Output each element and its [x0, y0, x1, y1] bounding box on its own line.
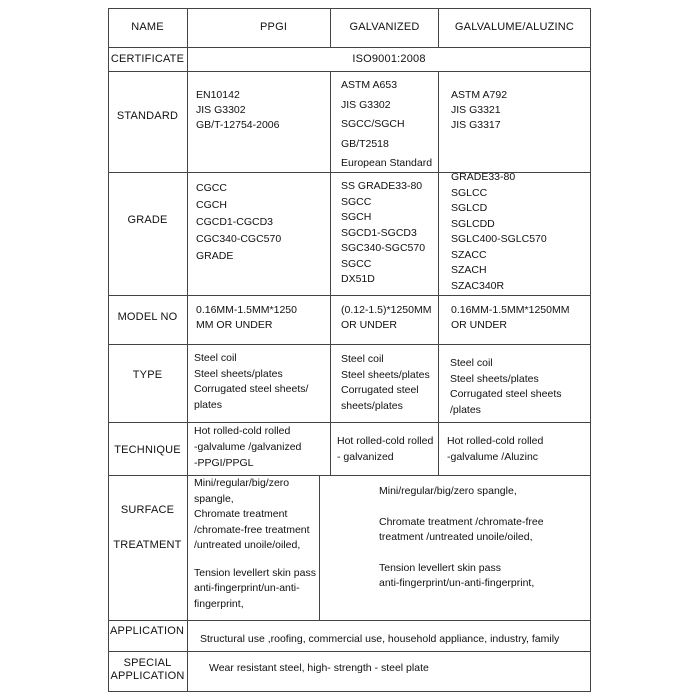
type-ppgi: [194, 351, 308, 413]
grade-galvanized-line: SGCC: [341, 195, 372, 208]
special-label-2: APPLICATION: [110, 670, 185, 682]
certificate-label: CERTIFICATE: [110, 53, 185, 65]
standard-galvalume-line: JIS G3317: [451, 119, 501, 131]
model-galvalume-line: OR UNDER: [451, 319, 508, 331]
model-galvalume-line: 0.16MM-1.5MM*1250MM: [451, 304, 570, 316]
application-label: APPLICATION: [110, 625, 185, 637]
grade-ppgi-line: CGCH: [196, 199, 227, 211]
standard-galvanized-line: ASTM A653: [341, 79, 398, 91]
surface-others-line: [379, 500, 544, 515]
technique-ppgi-line: -galvalume /galvanized: [194, 441, 302, 453]
model-ppgi: [196, 303, 297, 333]
spec-table: [108, 8, 591, 692]
special-value: Wear resistant steel, high- strength - steel plate: [209, 662, 429, 674]
technique-galvalume: [447, 433, 543, 465]
surface-ppgi-line: /untreated unoile/oiled,: [194, 539, 301, 551]
grade-galvanized-line: SGC340-SGC570: [341, 242, 426, 254]
col-divider: [438, 71, 439, 476]
type-galvanized-line: Corrugated steel: [341, 384, 419, 396]
standard-ppgi-line: GB/T-12754-2006: [196, 119, 280, 131]
row-divider: [108, 8, 591, 9]
grade-ppgi: [196, 180, 281, 265]
surface-others-line: anti-fingerprint/un-anti-fingerprint,: [379, 577, 535, 589]
col-divider: [187, 8, 188, 692]
row-divider: [108, 71, 591, 72]
header-name: NAME: [131, 21, 164, 33]
surface-ppgi-line: fingerprint,: [194, 597, 244, 610]
surface-ppgi-line: /chromate-free treatment: [194, 523, 310, 536]
model-galvalume: [451, 303, 569, 333]
type-galvalume-line: Corrugated steel sheets: [450, 388, 562, 400]
grade-galvanized-line: SGCC: [341, 257, 372, 270]
grade-galvalume-line: GRADE33-80: [451, 171, 516, 183]
col-divider: [319, 475, 320, 621]
type-galvanized-line: Steel sheets/plates: [341, 368, 430, 381]
standard-galvanized-line: GB/T2518: [341, 137, 389, 150]
standard-ppgi: [196, 88, 279, 133]
type-galvalume-line: Steel coil: [450, 357, 493, 369]
grade-galvalume-line: SZACH: [451, 264, 487, 276]
standard-galvanized-line: SGCC/SGCH: [341, 118, 405, 130]
header-galvalume: GALVALUME/ALUZINC: [454, 21, 575, 33]
technique-ppgi-line: -PPGI/PPGL: [194, 457, 254, 469]
surface-others-line: [379, 546, 544, 561]
model-galvanized-line: OR UNDER: [341, 319, 398, 331]
standard-label: STANDARD: [116, 110, 179, 122]
standard-galvalume-line: JIS G3321: [451, 104, 501, 116]
technique-label: TECHNIQUE: [114, 444, 181, 456]
application-value: Structural use ,roofing, commercial use, household appliance, industry, family: [200, 633, 560, 645]
row-divider: [108, 475, 591, 476]
standard-galvalume-line: ASTM A792: [451, 89, 508, 101]
technique-ppgi-line: Hot rolled-cold rolled: [194, 425, 291, 437]
type-ppgi-line: plates: [194, 398, 223, 411]
surface-ppgi-line: [194, 554, 316, 566]
row-divider: [108, 295, 591, 296]
standard-galvanized-line: JIS G3302: [341, 98, 391, 111]
grade-galvanized-line: SGCH: [341, 211, 372, 223]
type-galvanized-line: sheets/plates: [341, 399, 403, 412]
grade-galvalume: [451, 170, 547, 294]
surface-others-line: Chromate treatment /chromate-free: [379, 515, 544, 528]
technique-galvanized-line: - galvanized: [337, 451, 394, 463]
grade-ppgi-line: GRADE: [196, 250, 234, 262]
model-ppgi-line: MM OR UNDER: [196, 319, 273, 331]
technique-galvanized-line: Hot rolled-cold rolled: [337, 435, 434, 447]
row-divider: [108, 47, 591, 48]
type-galvalume-line: Steel sheets/plates: [450, 372, 539, 385]
standard-ppgi-line: EN10142: [196, 89, 240, 101]
grade-galvalume-line: SZACC: [451, 248, 487, 261]
surface-others-line: Tension levellert skin pass: [379, 561, 501, 574]
model-ppgi-line: 0.16MM-1.5MM*1250: [196, 304, 297, 316]
standard-galvanized-line: European Standard: [341, 157, 433, 169]
type-ppgi-line: Corrugated steel sheets/: [194, 383, 309, 395]
header-ppgi: PPGI: [260, 21, 288, 33]
grade-galvalume-line: SGLCC: [451, 186, 488, 199]
technique-ppgi: [194, 423, 301, 471]
model-galvanized: [341, 303, 431, 333]
row-divider: [108, 422, 591, 423]
standard-ppgi-line: JIS G3302: [196, 104, 246, 116]
row-divider: [108, 620, 591, 621]
header-galvanized: GALVANIZED: [349, 21, 420, 33]
special-label: SPECIAL: [123, 657, 172, 669]
row-divider: [108, 651, 591, 652]
standard-galvanized: [341, 76, 432, 174]
surface-others-line: Mini/regular/big/zero spangle,: [379, 485, 517, 497]
type-galvanized-line: Steel coil: [341, 353, 384, 365]
grade-ppgi-line: CGCD1-CGCD3: [196, 216, 274, 228]
surface-ppgi-line: Tension levellert skin pass: [194, 566, 316, 579]
type-galvalume: [450, 356, 561, 418]
grade-ppgi-line: CGC340-CGC570: [196, 233, 282, 245]
type-galvalume-line: /plates: [450, 403, 481, 416]
grade-galvanized-line: DX51D: [341, 273, 375, 285]
surface-ppgi: [194, 476, 316, 612]
technique-galvalume-line: -galvalume /Aluzinc: [447, 451, 539, 463]
row-divider: [108, 344, 591, 345]
type-ppgi-line: Steel coil: [194, 352, 237, 364]
model-label: MODEL NO: [117, 311, 178, 323]
surface-others: [379, 484, 544, 592]
surface-ppgi-line: Mini/regular/big/zero: [194, 477, 290, 489]
surface-label: SURFACE: [120, 504, 175, 516]
model-galvanized-line: (0.12-1.5)*1250MM: [341, 304, 432, 316]
grade-galvalume-line: SZAC340R: [451, 279, 505, 292]
surface-ppgi-line: Chromate treatment: [194, 508, 288, 520]
certificate-value: ISO9001:2008: [352, 53, 426, 65]
surface-ppgi-line: spangle,: [194, 492, 234, 505]
row-divider: [108, 691, 591, 692]
grade-galvanized-line: SGCD1-SGCD3: [341, 226, 417, 239]
type-label: TYPE: [132, 369, 163, 381]
surface-others-line: treatment /untreated unoile/oiled,: [379, 531, 533, 543]
col-divider: [590, 8, 591, 692]
standard-galvalume: [451, 88, 507, 133]
type-ppgi-line: Steel sheets/plates: [194, 367, 283, 380]
technique-galvalume-line: Hot rolled-cold rolled: [447, 435, 544, 447]
grade-galvalume-line: SGLCDD: [451, 217, 495, 230]
grade-label: GRADE: [127, 214, 168, 226]
grade-ppgi-line: CGCC: [196, 182, 227, 194]
grade-galvanized: [341, 179, 425, 288]
type-galvanized: [341, 352, 430, 414]
technique-galvanized: [337, 433, 433, 465]
surface-ppgi-line: anti-fingerprint/un-anti-: [194, 582, 300, 594]
grade-galvanized-line: SS GRADE33-80: [341, 180, 423, 192]
grade-galvalume-line: SGLCD: [451, 202, 488, 214]
surface-label-2: TREATMENT: [113, 539, 182, 551]
grade-galvalume-line: SGLC400-SGLC570: [451, 233, 547, 245]
col-divider: [330, 71, 331, 476]
